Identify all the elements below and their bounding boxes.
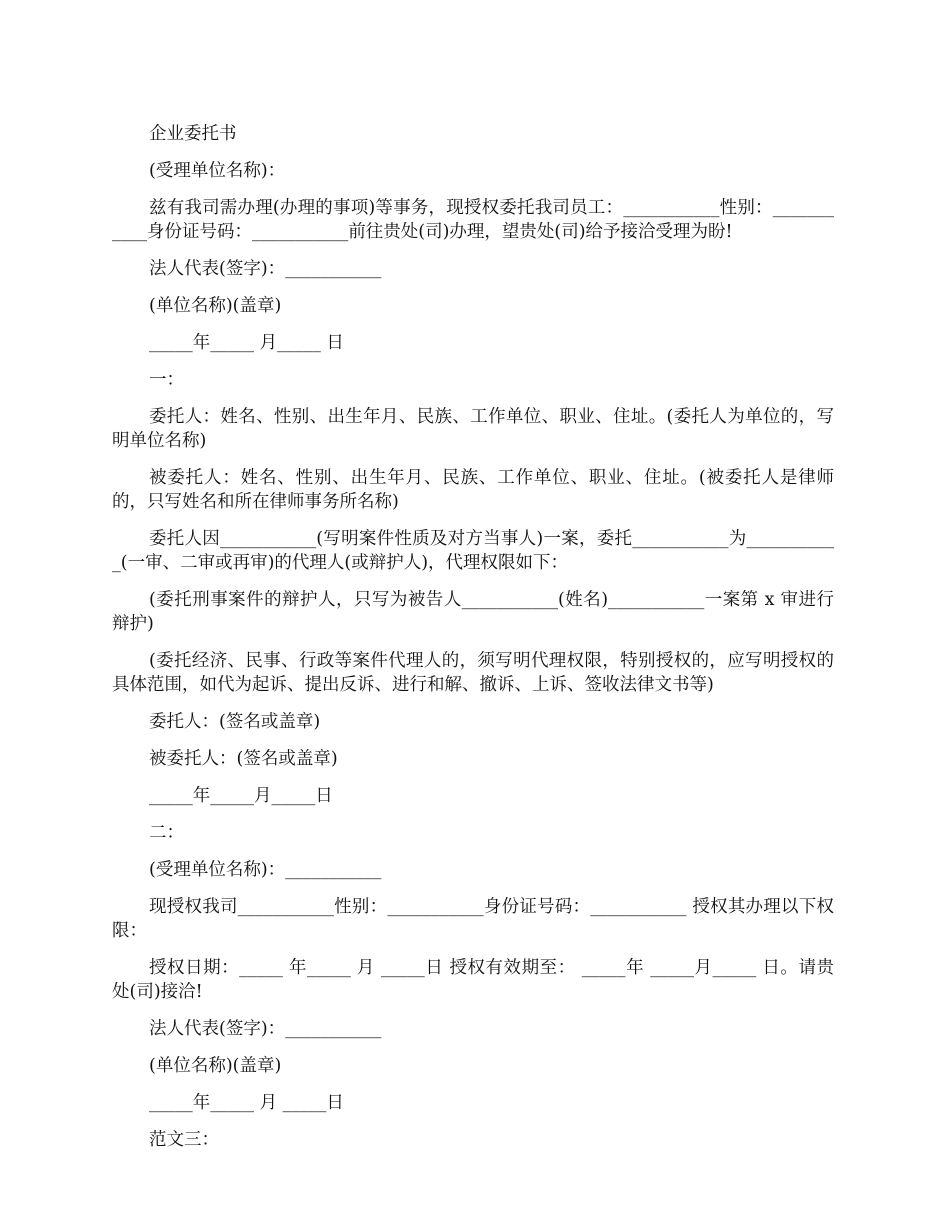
company-seal-line: (单位名称)(盖章)	[149, 296, 282, 316]
legal-rep-signature-line: 法人代表(签字)：___________	[149, 259, 382, 279]
date-line: _____年_____月_____日	[149, 786, 333, 806]
document-body	[112, 122, 834, 1165]
date-line: _____年_____ 月_____ 日	[149, 333, 344, 353]
principal-info-paragraph: 委托人：姓名、性别、出生年月、民族、工作单位、职业、住址。(委托人为单位的，写明单位名称)	[112, 407, 834, 451]
recipient-line: (受理单位名称)：	[149, 161, 286, 181]
section-two-heading: 二：	[149, 823, 184, 843]
case-delegation-paragraph: 委托人因___________(写明案件性质及对方当事人)一案，委托___________为___________(一审、二审或再审)的代理人(或辩护人)，代理权限如下：	[112, 529, 834, 573]
criminal-defense-note: (委托刑事案件的辩护人，只写为被告人___________(姓名)___________一案第 x 审进行辩护)	[112, 590, 834, 634]
principal-signature-line: 委托人：(签名或盖章)	[149, 712, 321, 732]
date-line: _____年_____ 月 _____日	[149, 1093, 344, 1113]
agent-info-paragraph: 被委托人：姓名、性别、出生年月、民族、工作单位、职业、住址。(被委托人是律师的，只写姓名和所在律师事务所名称)	[112, 468, 834, 512]
employee-authorization-paragraph: 现授权我司___________性别：___________身份证号码：___________ 授权其办理以下权限：	[112, 897, 834, 941]
legal-rep-signature-line: 法人代表(签字)：___________	[149, 1019, 382, 1039]
authorization-period-paragraph: 授权日期：_____ 年_____ 月 _____日 授权有效期至： _____年 _____月_____ 日。请贵处(司)接洽!	[112, 958, 834, 1002]
recipient-line: (受理单位名称)：___________	[149, 860, 382, 880]
authorization-paragraph: 兹有我司需办理(办理的事项)等事务，现授权委托我司员工：___________性别：___________身份证号码：___________前往贵处(司)办理，望贵处(司)给予接洽受理为盼!	[112, 198, 834, 242]
section-three-heading: 范文三：	[149, 1130, 219, 1150]
document-title: 企业委托书	[149, 124, 237, 144]
civil-agent-note: (委托经济、民事、行政等案件代理人的，须写明代理权限，特别授权的，应写明授权的具体范围，如代为起诉、提出反诉、进行和解、撤诉、上诉、签收法律文书等)	[112, 651, 834, 695]
section-one-heading: 一：	[149, 370, 184, 390]
agent-signature-line: 被委托人：(签名或盖章)	[149, 749, 338, 769]
company-seal-line: (单位名称)(盖章)	[149, 1056, 282, 1076]
